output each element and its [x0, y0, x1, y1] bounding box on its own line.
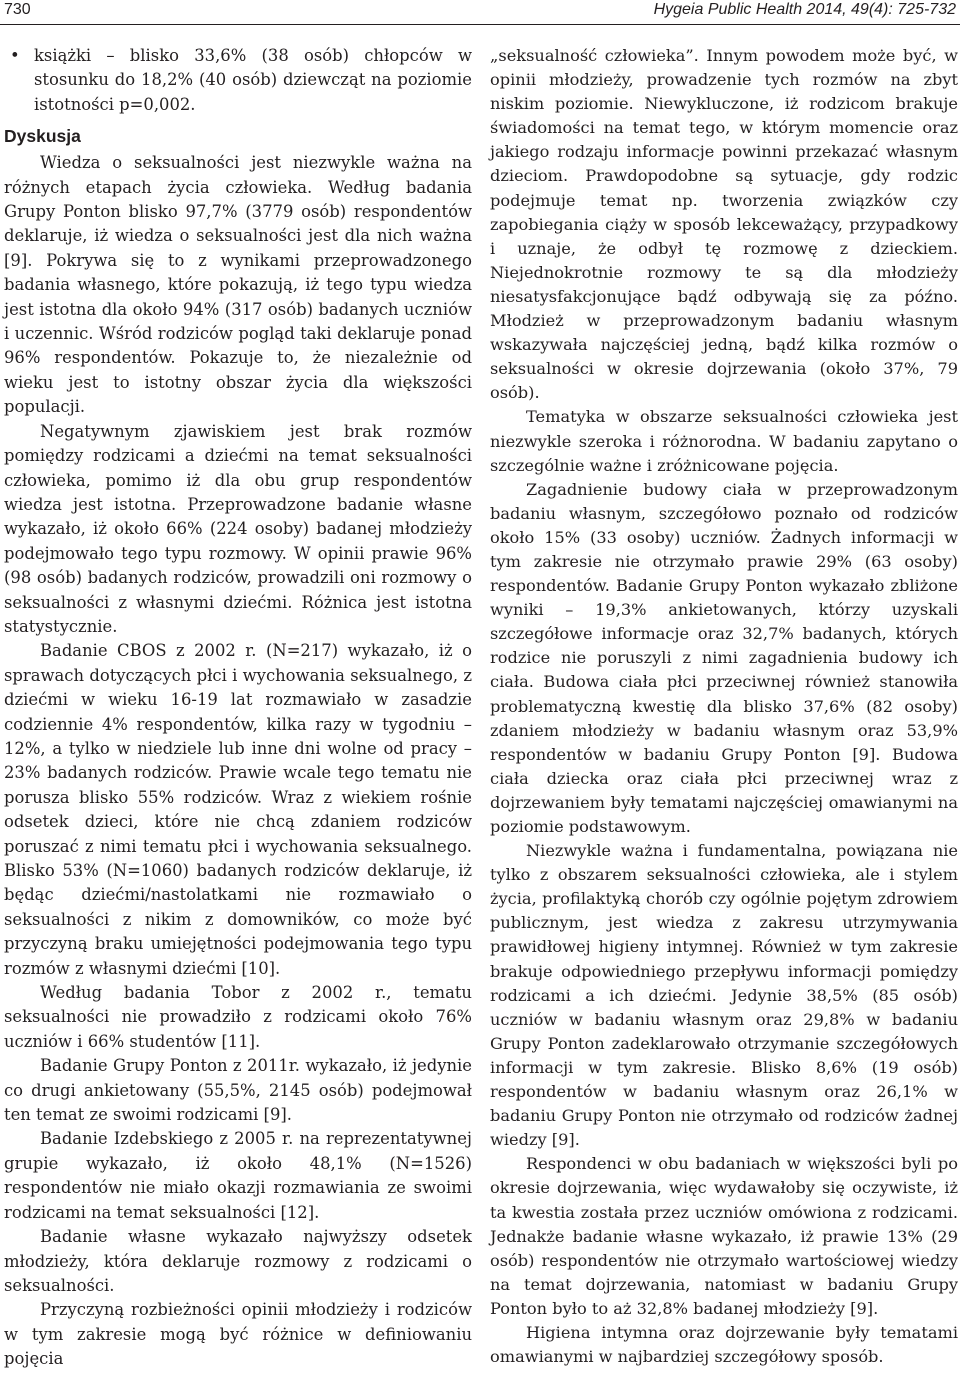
left-column — [4, 44, 472, 1372]
page-number: 730 — [4, 1, 31, 18]
paragraph: Respondenci w obu badaniach w większości byli po okresie dojrzewania, więc wydawałoby się oczywiste, iż ta kwestia została przez uczniów omówiona z rodzicami. Jednakże badanie własne wykazało, iż prawie 13% (29 osób) respondentów nie otrzymało wartościowej wiedzy na temat dojrzewania, natomiast w badaniu Grupy Ponton było to aż 32,8% badanej młodzieży [9]. — [490, 1154, 958, 1318]
running-head — [0, 0, 960, 26]
paragraph: Według badania Tobor z 2002 r., tematu seksualności nie prowadziło z rodzicami około 76% uczniów i 66% studentów [11]. — [4, 983, 472, 1051]
paragraph: Przyczyną rozbieżności opinii młodzieży i rodziców w tym zakresie mogą być różnice w definiowaniu pojęcia — [4, 1300, 472, 1369]
paragraph: Badanie CBOS z 2002 r. (N=217) wykazało, iż o sprawach dotyczących płci i wychowania seksualnego, z dziećmi w wieku 16-19 lat rozmawiało w zasadzie codziennie 4% respondentów, kilka razy w tygodniu – 12%, a tylko w niedziele lub inne dni wolne od pracy – 23% badanych rodziców. Prawie wcale tego tematu nie porusza blisko 55% rodziców. Wraz z wiekiem rośnie odsetek dzieci, które nie chcą zdaniem rodziców poruszać z nimi tematu płci i wychowania seksualnego. Blisko 53% (N=1060) badanych rodziców deklaruje, iż będąc dziećmi/nastolatkami nie rozmawiało o seksualności z nikim z domowników, co może być przyczyną braku umiejętności podejmowania tego typu rozmów z własnymi dziećmi [10]. — [4, 641, 472, 978]
paragraph-continued: „seksualność człowieka”. Innym powodem może być, w opinii młodzieży, prowadzenie tych rozmów na zbyt niskim poziomie. Niewykluczone, iż rodzicom brakuje świadomości na temat tego, w którym momencie oraz jakiego rodzaju informacje powinni przekazać własnym dzieciom. Prawdopodobne są sytuacje, gdy rodzic podejmuje temat np. tworzenia związków czy zapobiegania ciąży w sposób lekceważący, przypadkowy i uznaje, że odbył tę rozmowę z dzieckiem. Niejednokrotnie rozmowy te są dla młodzieży niesatysfakcjonujące bądź odbywają się za późno. Młodzież w przeprowadzonym badaniu własnym wskazywała najczęściej jedną, bądź kilka rozmów o seksualności w okresie dojrzewania (około 37%, 79 osób). — [490, 46, 958, 403]
section-heading: Dyskusja — [4, 126, 81, 147]
right-column — [490, 44, 958, 1369]
bullet-list-item: • książki – blisko 33,6% (38 osób) chłopców w stosunku do 18,2% (40 osób) dziewcząt na poziomie istotności p=0,002. — [4, 44, 472, 117]
paragraph: Badanie Izdebskiego z 2005 r. na reprezentatywnej grupie wykazało, iż około 48,1% (N=1526) respondentów nie miało okazji rozmawiania ze swoimi rodzicami na temat seksualności [12]. — [4, 1129, 472, 1222]
journal-reference: Hygeia Public Health 2014, 49(4): 725-732 — [653, 1, 956, 18]
paragraph: Negatywnym zjawiskiem jest brak rozmów pomiędzy rodzicami a dziećmi na temat seksualności człowieka, pomimo iż dla obu grup respondentów wiedza jest istotna. Przeprowadzone badanie własne wykazało, iż około 66% (224 osoby) badanej młodzieży podejmowało tego typu rozmowy. W opinii prawie 96% (98 osób) badanych rodziców, prowadzili oni rozmowy o seksualności z własnymi dziećmi. Różnica jest istotna statystycznie. — [4, 421, 472, 636]
paragraph: Zagadnienie budowy ciała w przeprowadzonym badaniu własnym, szczegółowo poznało od rodziców około 15% (33 osoby) uczniów. Żadnych informacji w tym zakresie nie otrzymało prawie 29% (63 osoby) respondentów. Badanie Grupy Ponton wykazało zbliżone wyniki – 19,3% ankietowanych, którzy uzyskali szczegółowe informacje oraz 32,7% badanych, których rodzice nie poruszyli z nimi zagadnienia budowy ich ciała. Budowa ciała płci przeciwnej również stanowiła problematyczną kwestię dla blisko 37,6% (82 osoby) zdaniem młodzieży w badaniu własnym oraz 53,9% respondentów w badaniu Grupy Ponton [9]. Budowa ciała dziecka oraz ciała płci przeciwnej wraz z dojrzewaniem były tematami najczęściej omawianymi na poziomie podstawowym. — [490, 479, 958, 836]
paragraph: Wiedza o seksualności jest niezwykle ważna na różnych etapach życia człowieka. Według badania Grupy Ponton blisko 97,7% (3779 osób) respondentów deklaruje, iż wiedza o seksualności jest dla nich ważna [9]. Pokrywa się to z wynikami przeprowadzonego badania własnego, które pokazują, iż tego typu wiedza jest istotna dla około 94% (317 osób) badanych uczniów i uczennic. Wśród rodziców pogląd taki deklaruje ponad 96% respondentów. Pokazuje to, że niezależnie od wieku jest to istotny obszar życia dla większości populacji. — [4, 153, 472, 417]
paragraph: Badanie własne wykazało najwyższy odsetek młodzieży, która deklaruje rozmowy z rodzicami o seksualności. — [4, 1227, 472, 1295]
paragraph: Higiena intymna oraz dojrzewanie były tematami omawianymi w najbardziej szczegółowy sposób. — [490, 1322, 958, 1367]
paragraph: Tematyka w obszarze seksualności człowieka jest niezwykle szeroka i różnorodna. W badaniu zapytano o szczególnie ważne i zróżnicowane pojęcia. — [490, 407, 958, 475]
paragraph: Niezwykle ważna i fundamentalna, powiązana nie tylko z obszarem seksualności człowieka, ale i stylem życia, profilaktyką chorób czy ogólnie pojętym zdrowiem publicznym, jest wiedza z zakresu utrzymywania prawidłowej higieny intymnej. Również w tym zakresie brakuje odpowiedniego przepływu informacji pomiędzy rodzicami a ich dziećmi. Jedynie 38,5% (85 osób) uczniów w badaniu własnym oraz 29,8% w badaniu Grupy Ponton zadeklarowało otrzymanie szczegółowych informacji w tym zakresie. Blisko 8,6% (19 osób) respondentów w badaniu własnym oraz 26,1% w badaniu Grupy Ponton nie otrzymało od rodziców żadnej wiedzy [9]. — [490, 841, 958, 1150]
header-rule — [0, 24, 960, 25]
paragraph: Badanie Grupy Ponton z 2011r. wykazało, iż jedynie co drugi ankietowany (55,5%, 2145 osób) podejmował ten temat ze swoimi rodzicami [9]. — [4, 1056, 472, 1125]
